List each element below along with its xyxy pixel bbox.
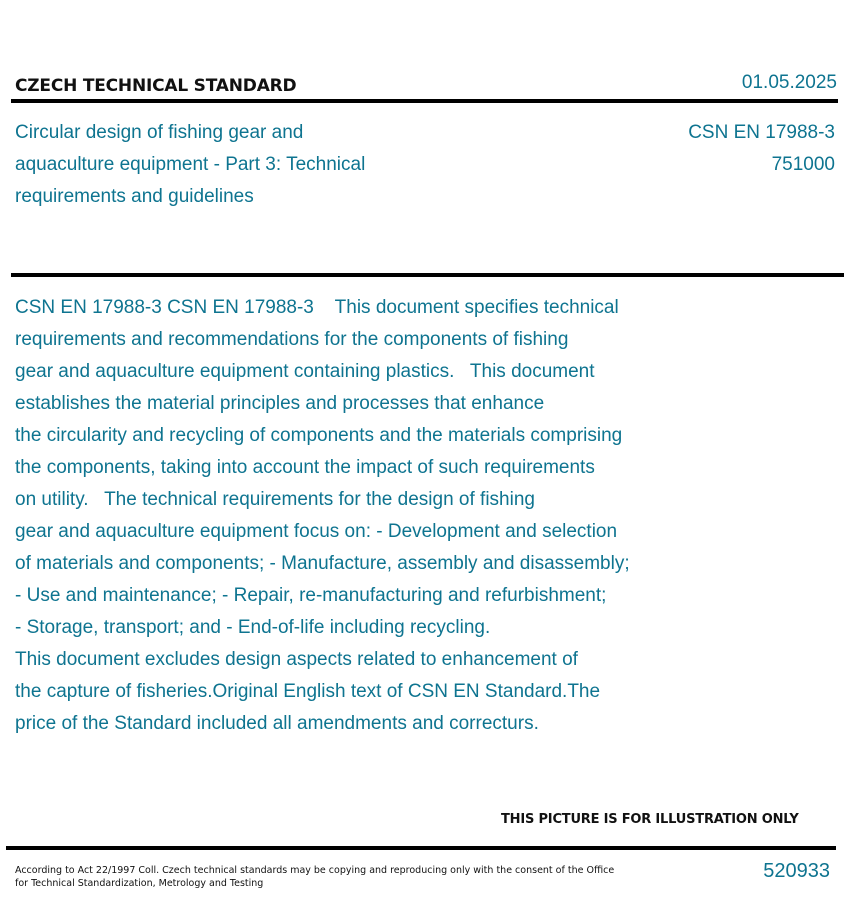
abstract-line: CSN EN 17988-3 CSN EN 17988-3 This document specifies technical bbox=[15, 297, 619, 318]
standard-abstract bbox=[15, 292, 845, 740]
abstract-line: This document excludes design aspects related to enhancement of bbox=[15, 649, 578, 670]
abstract-line: gear and aquaculture equipment focus on: - Development and selection bbox=[15, 521, 618, 542]
publication-date: 01.05.2025 bbox=[741, 72, 837, 93]
footer-rule bbox=[6, 846, 836, 850]
abstract-line: requirements and recommendations for the components of fishing bbox=[15, 329, 569, 350]
legal-line: for Technical Standardization, Metrology and Testing bbox=[15, 878, 264, 889]
abstract-line: the components, taking into account the impact of such requirements bbox=[15, 457, 595, 478]
illustration-notice: THIS PICTURE IS FOR ILLUSTRATION ONLY bbox=[501, 812, 799, 827]
standard-identifier bbox=[688, 117, 835, 181]
abstract-line: gear and aquaculture equipment containing plastics. This document bbox=[15, 361, 595, 382]
abstract-line: - Storage, transport; and - End-of-life including recycling. bbox=[15, 617, 491, 638]
abstract-line: establishes the material principles and processes that enhance bbox=[15, 393, 545, 414]
standard-code: CSN EN 17988-3 bbox=[688, 122, 835, 143]
document-type-heading: CZECH TECHNICAL STANDARD bbox=[15, 76, 297, 96]
abstract-line: on utility. The technical requirements for the design of fishing bbox=[15, 489, 535, 510]
standard-title bbox=[15, 117, 445, 213]
abstract-line: of materials and components; - Manufacture, assembly and disassembly; bbox=[15, 553, 630, 574]
section-rule bbox=[11, 273, 844, 277]
header-rule bbox=[11, 99, 838, 103]
abstract-line: - Use and maintenance; - Repair, re-manufacturing and refurbishment; bbox=[15, 585, 607, 606]
title-line: requirements and guidelines bbox=[15, 186, 254, 207]
abstract-line: the capture of fisheries.Original English text of CSN EN Standard.The bbox=[15, 681, 601, 702]
title-line: aquaculture equipment - Part 3: Technical bbox=[15, 154, 366, 175]
title-line: Circular design of fishing gear and bbox=[15, 122, 304, 143]
abstract-line: the circularity and recycling of components and the materials comprising bbox=[15, 425, 623, 446]
legal-notice bbox=[15, 864, 615, 890]
catalog-number: 520933 bbox=[763, 860, 830, 882]
legal-line: According to Act 22/1997 Coll. Czech technical standards may be copying and reproducing only with the consent of the Office bbox=[15, 865, 615, 876]
abstract-line: price of the Standard included all amendments and correcturs. bbox=[15, 713, 539, 734]
class-number: 751000 bbox=[771, 154, 835, 175]
